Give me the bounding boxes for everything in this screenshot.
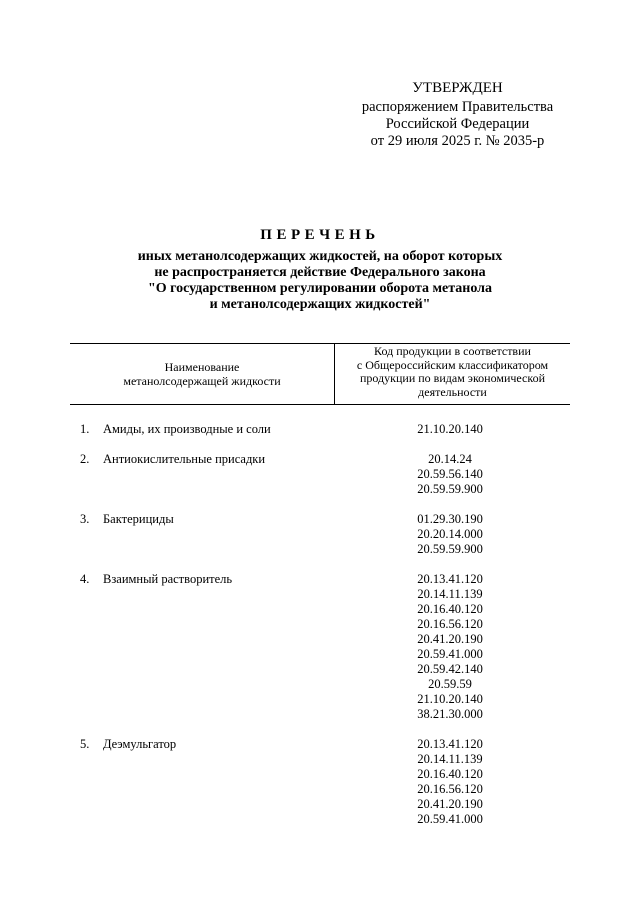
table-row [70,422,570,437]
subtitle-line-4: и метанолсодержащих жидкостей" [209,297,431,312]
subtitle-line-2: не распространяется действие Федерального закона [154,265,486,280]
approval-line-2: Российской Федерации [385,116,530,132]
product-code: 20.41.20.190 [417,632,483,646]
row-number: 3. [80,512,90,526]
document-subtitle [60,249,580,313]
table-body [70,422,570,827]
row-number: 2. [80,452,90,466]
substance-name: Бактерициды [103,512,174,526]
product-code: 20.16.56.120 [417,782,483,796]
product-code: 20.13.41.120 [417,572,483,586]
product-code: 20.59.41.000 [417,647,483,661]
column-header-name [70,360,334,388]
substance-name: Амиды, их производные и соли [103,422,271,436]
product-code: 20.16.40.120 [417,767,483,781]
approval-line-3: от 29 июля 2025 г. № 2035-р [370,133,545,149]
approval-title: УТВЕРЖДЕН [412,80,503,96]
product-code: 21.10.20.140 [417,422,483,436]
substance-name: Антиокислительные присадки [103,452,266,466]
product-code: 20.59.41.000 [417,812,483,826]
product-code: 20.59.42.140 [417,662,483,676]
approval-line-1: распоряжением Правительства [361,99,554,115]
table-header [70,343,570,405]
table-row [70,572,570,722]
substance-name: Деэмульгатор [103,737,177,751]
column-header-code [335,345,570,399]
product-code: 21.10.20.140 [417,692,483,706]
product-code: 20.59.59.900 [417,482,483,496]
approval-block [335,80,580,150]
product-code: 20.59.56.140 [417,467,483,481]
product-codes [370,572,530,722]
column-header-code-line-3: продукции по видам экономической [359,371,546,385]
row-number: 5. [80,737,90,751]
product-codes [370,452,530,497]
column-header-name-line-2: метанолсодержащей жидкости [123,374,281,388]
product-code: 20.41.20.190 [417,797,483,811]
subtitle-line-3: "О государственном регулировании оборота метанола [147,281,493,296]
substances-table [70,343,570,842]
table-row [70,512,570,557]
product-code: 20.14.11.139 [417,587,483,601]
product-code: 20.14.24 [428,452,472,466]
row-number: 1. [80,422,90,436]
table-row [70,452,570,497]
product-codes [370,512,530,557]
table-row [70,737,570,827]
column-header-code-line-4: деятельности [418,384,487,399]
product-code: 20.59.59 [428,677,472,691]
product-code: 20.16.40.120 [417,602,483,616]
product-codes [370,422,530,437]
subtitle-line-1: иных метанолсодержащих жидкостей, на оборот которых [137,249,503,264]
product-code: 20.14.11.139 [417,752,483,766]
product-codes [370,737,530,827]
product-code: 20.59.59.900 [417,542,483,556]
document-title: ПЕРЕЧЕНЬ [260,227,380,243]
product-code: 20.16.56.120 [417,617,483,631]
substance-name: Взаимный растворитель [103,572,233,586]
product-code: 20.13.41.120 [417,737,483,751]
row-number: 4. [80,572,90,586]
column-header-code-line-1: Код продукции в соответствии [374,344,531,358]
product-code: 01.29.30.190 [417,512,483,526]
product-code: 20.20.14.000 [417,527,483,541]
column-header-name-line-1: Наименование [164,360,240,374]
product-code: 38.21.30.000 [417,707,483,721]
column-header-code-line-2: с Общероссийским классификатором [356,357,549,372]
